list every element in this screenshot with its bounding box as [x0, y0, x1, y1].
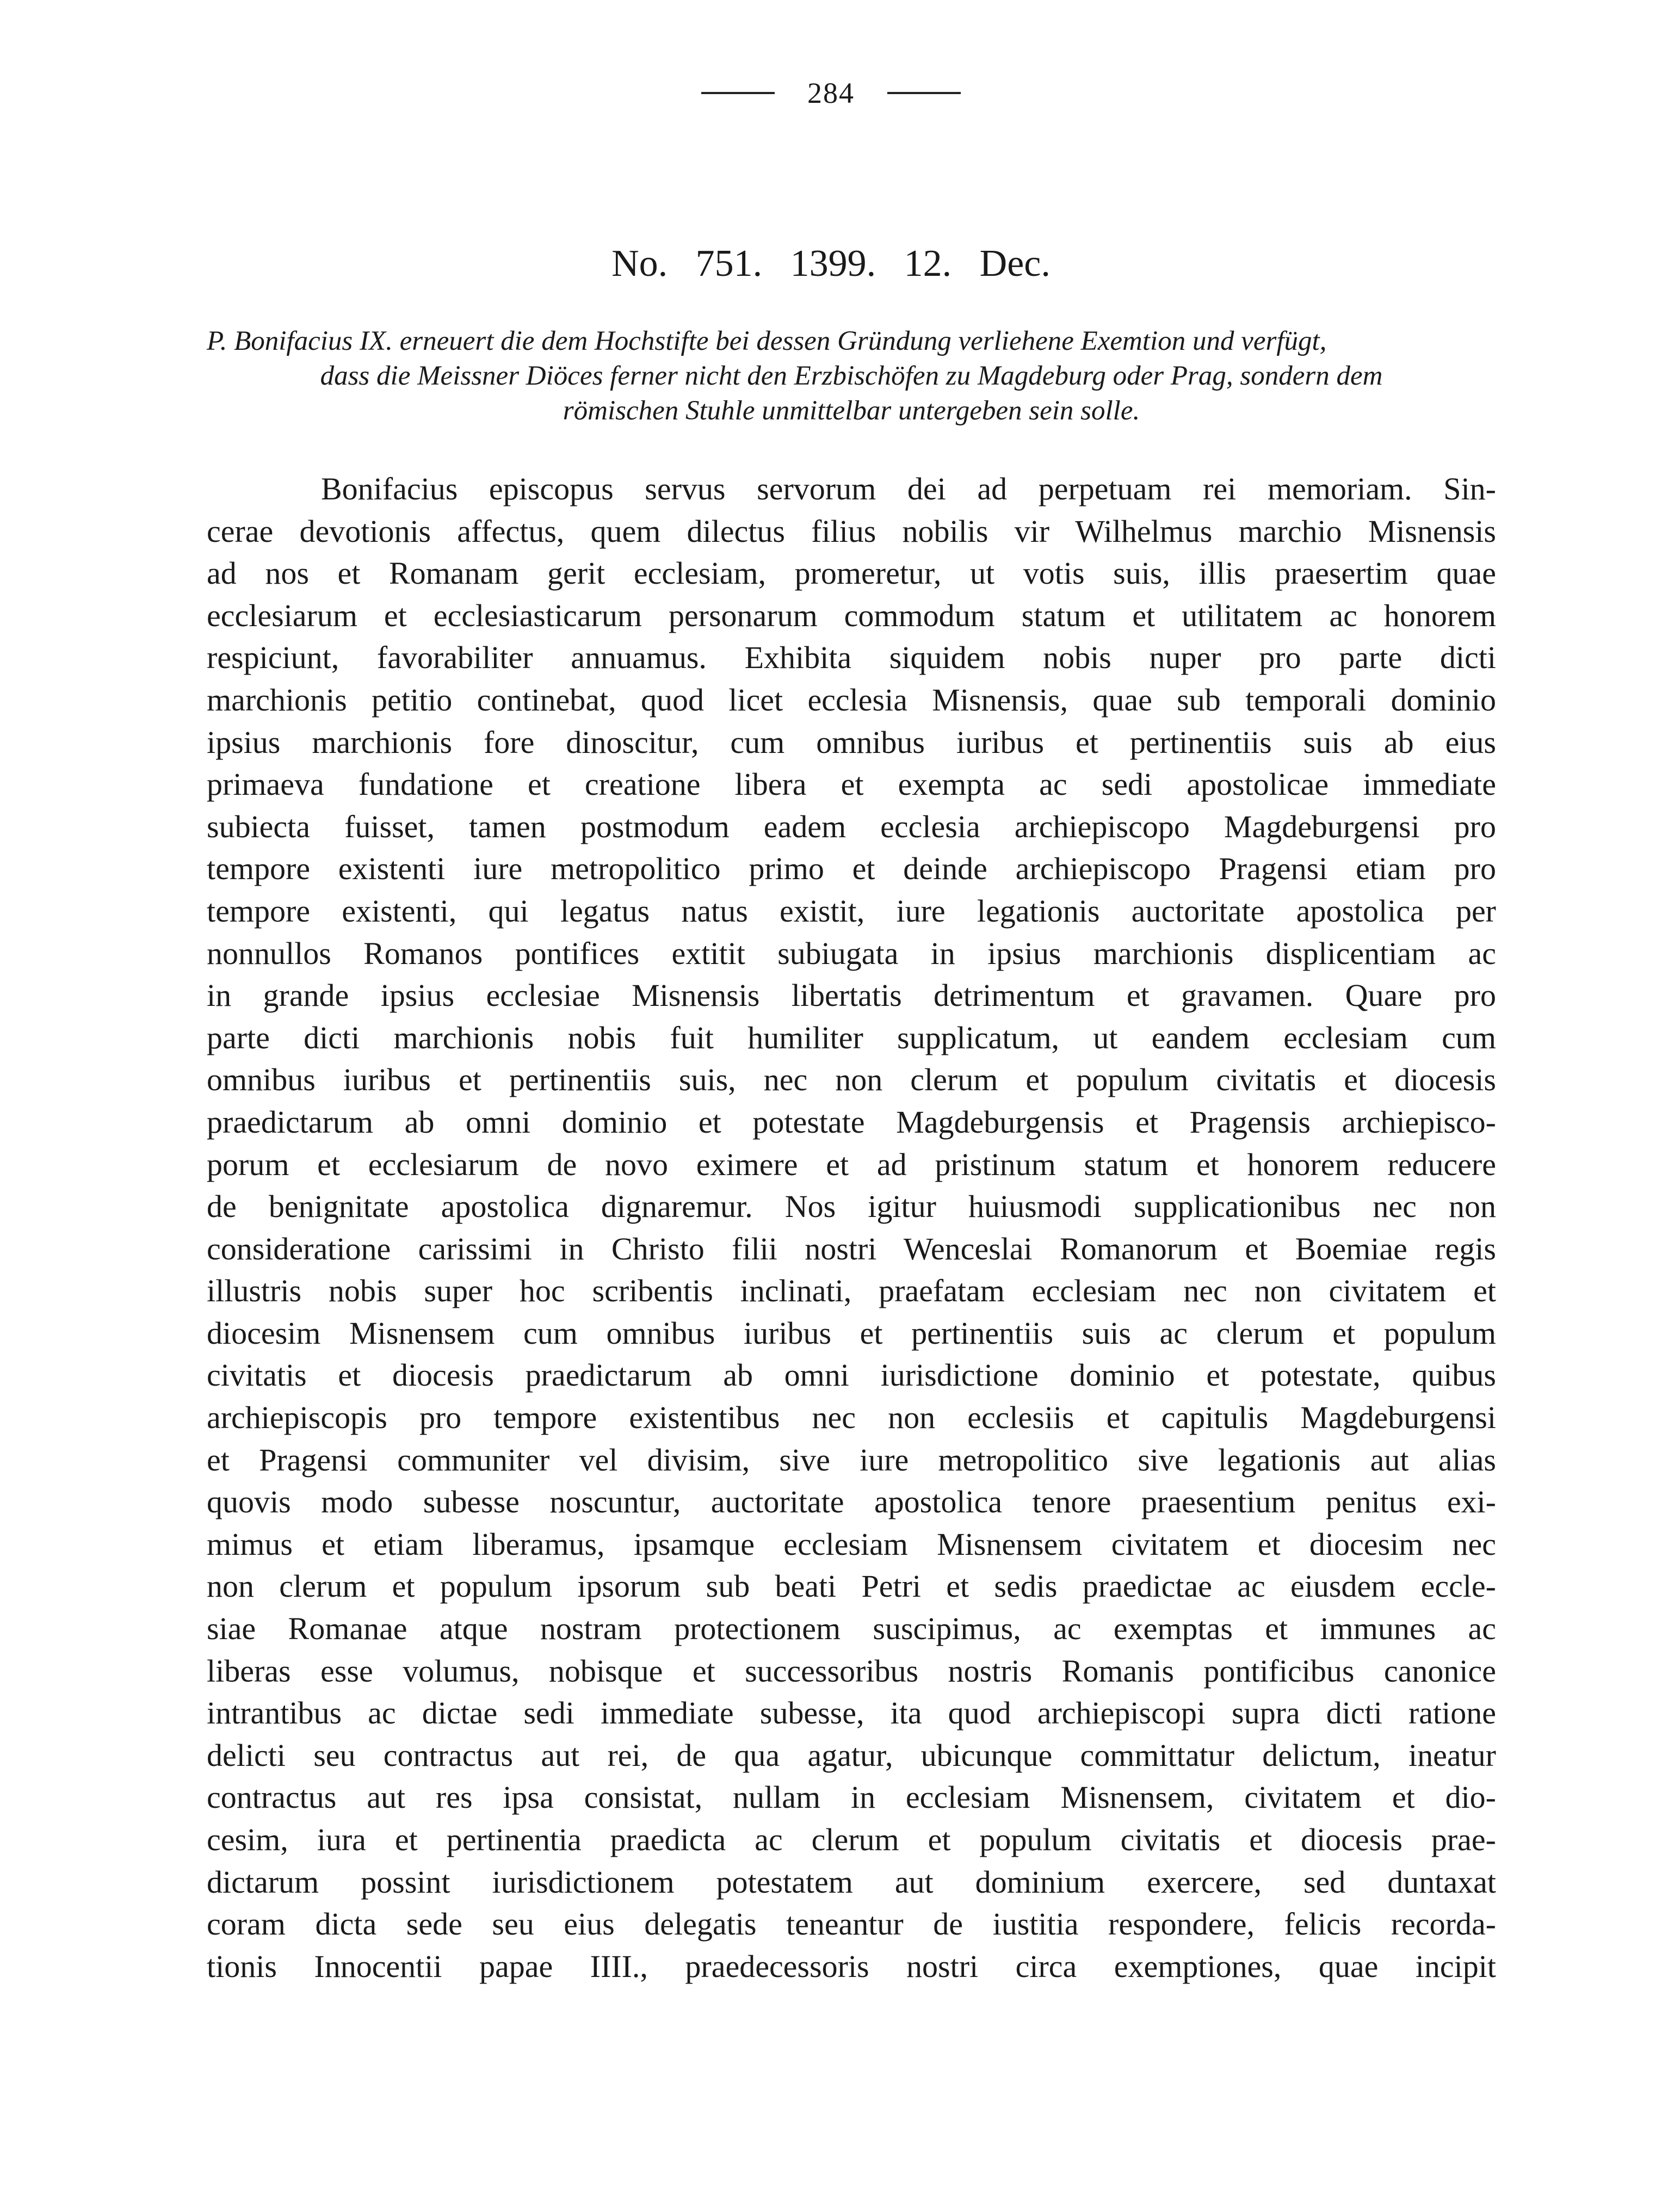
body-line: tempore existenti, qui legatus natus existit, iure legationis auctoritate apostolica per	[207, 893, 1496, 929]
body-line: subiecta fuisset, tamen postmodum eadem ecclesia archiepiscopo Magdeburgensi pro	[207, 808, 1496, 844]
body-line: omnibus iuribus et pertinentiis suis, nec non clerum et populum civitatis et diocesis	[207, 1062, 1496, 1098]
body-line: marchionis petitio continebat, quod licet ecclesia Misnensis, quae sub temporali dominio	[207, 682, 1496, 718]
body-text	[207, 468, 1496, 1987]
abstract-line: römischen Stuhle unmittelbar untergeben sein solle.	[563, 396, 1140, 426]
body-line: quovis modo subesse noscuntur, auctoritate apostolica tenore praesentium penitus exi-	[207, 1484, 1496, 1520]
body-line: Bonifacius episcopus servus servorum dei ad perpetuam rei memoriam. Sin-	[321, 471, 1496, 506]
left-rule	[701, 92, 775, 94]
body-line: mimus et etiam liberamus, ipsamque ecclesiam Misnensem civitatem et diocesim nec	[207, 1526, 1496, 1562]
body-line: tempore existenti iure metropolitico primo et deinde archiepiscopo Pragensi etiam pro	[207, 851, 1496, 887]
body-line: liberas esse volumus, nobisque et successoribus nostris Romanis pontificibus canonice	[207, 1653, 1496, 1689]
right-rule	[887, 92, 961, 94]
body-line: primaeva fundatione et creatione libera et exempta ac sedi apostolicae immediate	[207, 767, 1496, 802]
page-number: 284	[807, 77, 855, 109]
body-line: ipsius marchionis fore dinoscitur, cum omnibus iuribus et pertinentiis suis ab eius	[207, 724, 1496, 760]
body-line: et Pragensi communiter vel divisim, sive iure metropolitico sive legationis aut alias	[207, 1442, 1496, 1478]
body-line: respiciunt, favorabiliter annuamus. Exhibita siquidem nobis nuper pro parte dicti	[207, 640, 1496, 676]
body-line: ecclesiarum et ecclesiasticarum personarum commodum statum et utilitatem ac honorem	[207, 597, 1496, 633]
abstract-line: dass die Meissner Diöces ferner nicht den Erzbischöfen zu Magdeburg oder Prag, sondern dem	[320, 361, 1383, 391]
body-line: in grande ipsius ecclesiae Misnensis libertatis detrimentum et gravamen. Quare pro	[207, 978, 1496, 1014]
body-line: intrantibus ac dictae sedi immediate subesse, ita quod archiepiscopi supra dicti ratione	[207, 1695, 1496, 1731]
body-line: nonnullos Romanos pontifices extitit subiugata in ipsius marchionis displicentiam ac	[207, 935, 1496, 971]
body-line: illustris nobis super hoc scribentis inclinati, praefatam ecclesiam nec non civitatem et	[207, 1273, 1496, 1309]
body-line: porum et ecclesiarum de novo eximere et ad pristinum statum et honorem reducere	[207, 1146, 1496, 1182]
body-line: diocesim Misnensem cum omnibus iuribus et pertinentiis suis ac clerum et populum	[207, 1315, 1496, 1351]
body-line: tionis Innocentii papae IIII., praedecessoris nostri circa exemptiones, quae incipit	[207, 1948, 1496, 1984]
body-line: non clerum et populum ipsorum sub beati Petri et sedis praedictae ac eiusdem eccle-	[207, 1568, 1496, 1604]
abstract	[207, 324, 1496, 428]
body-line: parte dicti marchionis nobis fuit humiliter supplicatum, ut eandem ecclesiam cum	[207, 1020, 1496, 1055]
body-line: civitatis et diocesis praedictarum ab omni iurisdictione dominio et potestate, quibus	[207, 1357, 1496, 1393]
body-line: archiepiscopis pro tempore existentibus nec non ecclesiis et capitulis Magdeburgensi	[207, 1400, 1496, 1436]
body-line: praedictarum ab omni dominio et potestate Magdeburgensis et Pragensis archiepisco-	[207, 1104, 1496, 1140]
document-heading: No. 751. 1399. 12. Dec.	[611, 243, 1051, 285]
body-line: delicti seu contractus aut rei, de qua agatur, ubicunque committatur delictum, ineatur	[207, 1737, 1496, 1773]
body-line: cerae devotionis affectus, quem dilectus filius nobilis vir Wilhelmus marchio Misnensis	[207, 513, 1496, 549]
body-line: contractus aut res ipsa consistat, nullam in ecclesiam Misnensem, civitatem et dio-	[207, 1780, 1496, 1815]
body-line: de benignitate apostolica dignaremur. Nos igitur huiusmodi supplicationibus nec non	[207, 1189, 1496, 1225]
body-line: ad nos et Romanam gerit ecclesiam, promeretur, ut votis suis, illis praesertim quae	[207, 555, 1496, 591]
body-line: siae Romanae atque nostram protectionem suscipimus, ac exemptas et immunes ac	[207, 1611, 1496, 1647]
body-line: coram dicta sede seu eius delegatis teneantur de iustitia respondere, felicis recorda-	[207, 1906, 1496, 1942]
running-head	[0, 76, 1662, 110]
body-line: consideratione carissimi in Christo filii nostri Wenceslai Romanorum et Boemiae regis	[207, 1231, 1496, 1266]
abstract-line: P. Bonifacius IX. erneuert die dem Hochstifte bei dessen Gründung verliehene Exemtion und verfügt,	[207, 326, 1327, 356]
body-line: cesim, iura et pertinentia praedicta ac clerum et populum civitatis et diocesis prae-	[207, 1822, 1496, 1857]
body-line: dictarum possint iurisdictionem potestatem aut dominium exercere, sed duntaxat	[207, 1864, 1496, 1900]
